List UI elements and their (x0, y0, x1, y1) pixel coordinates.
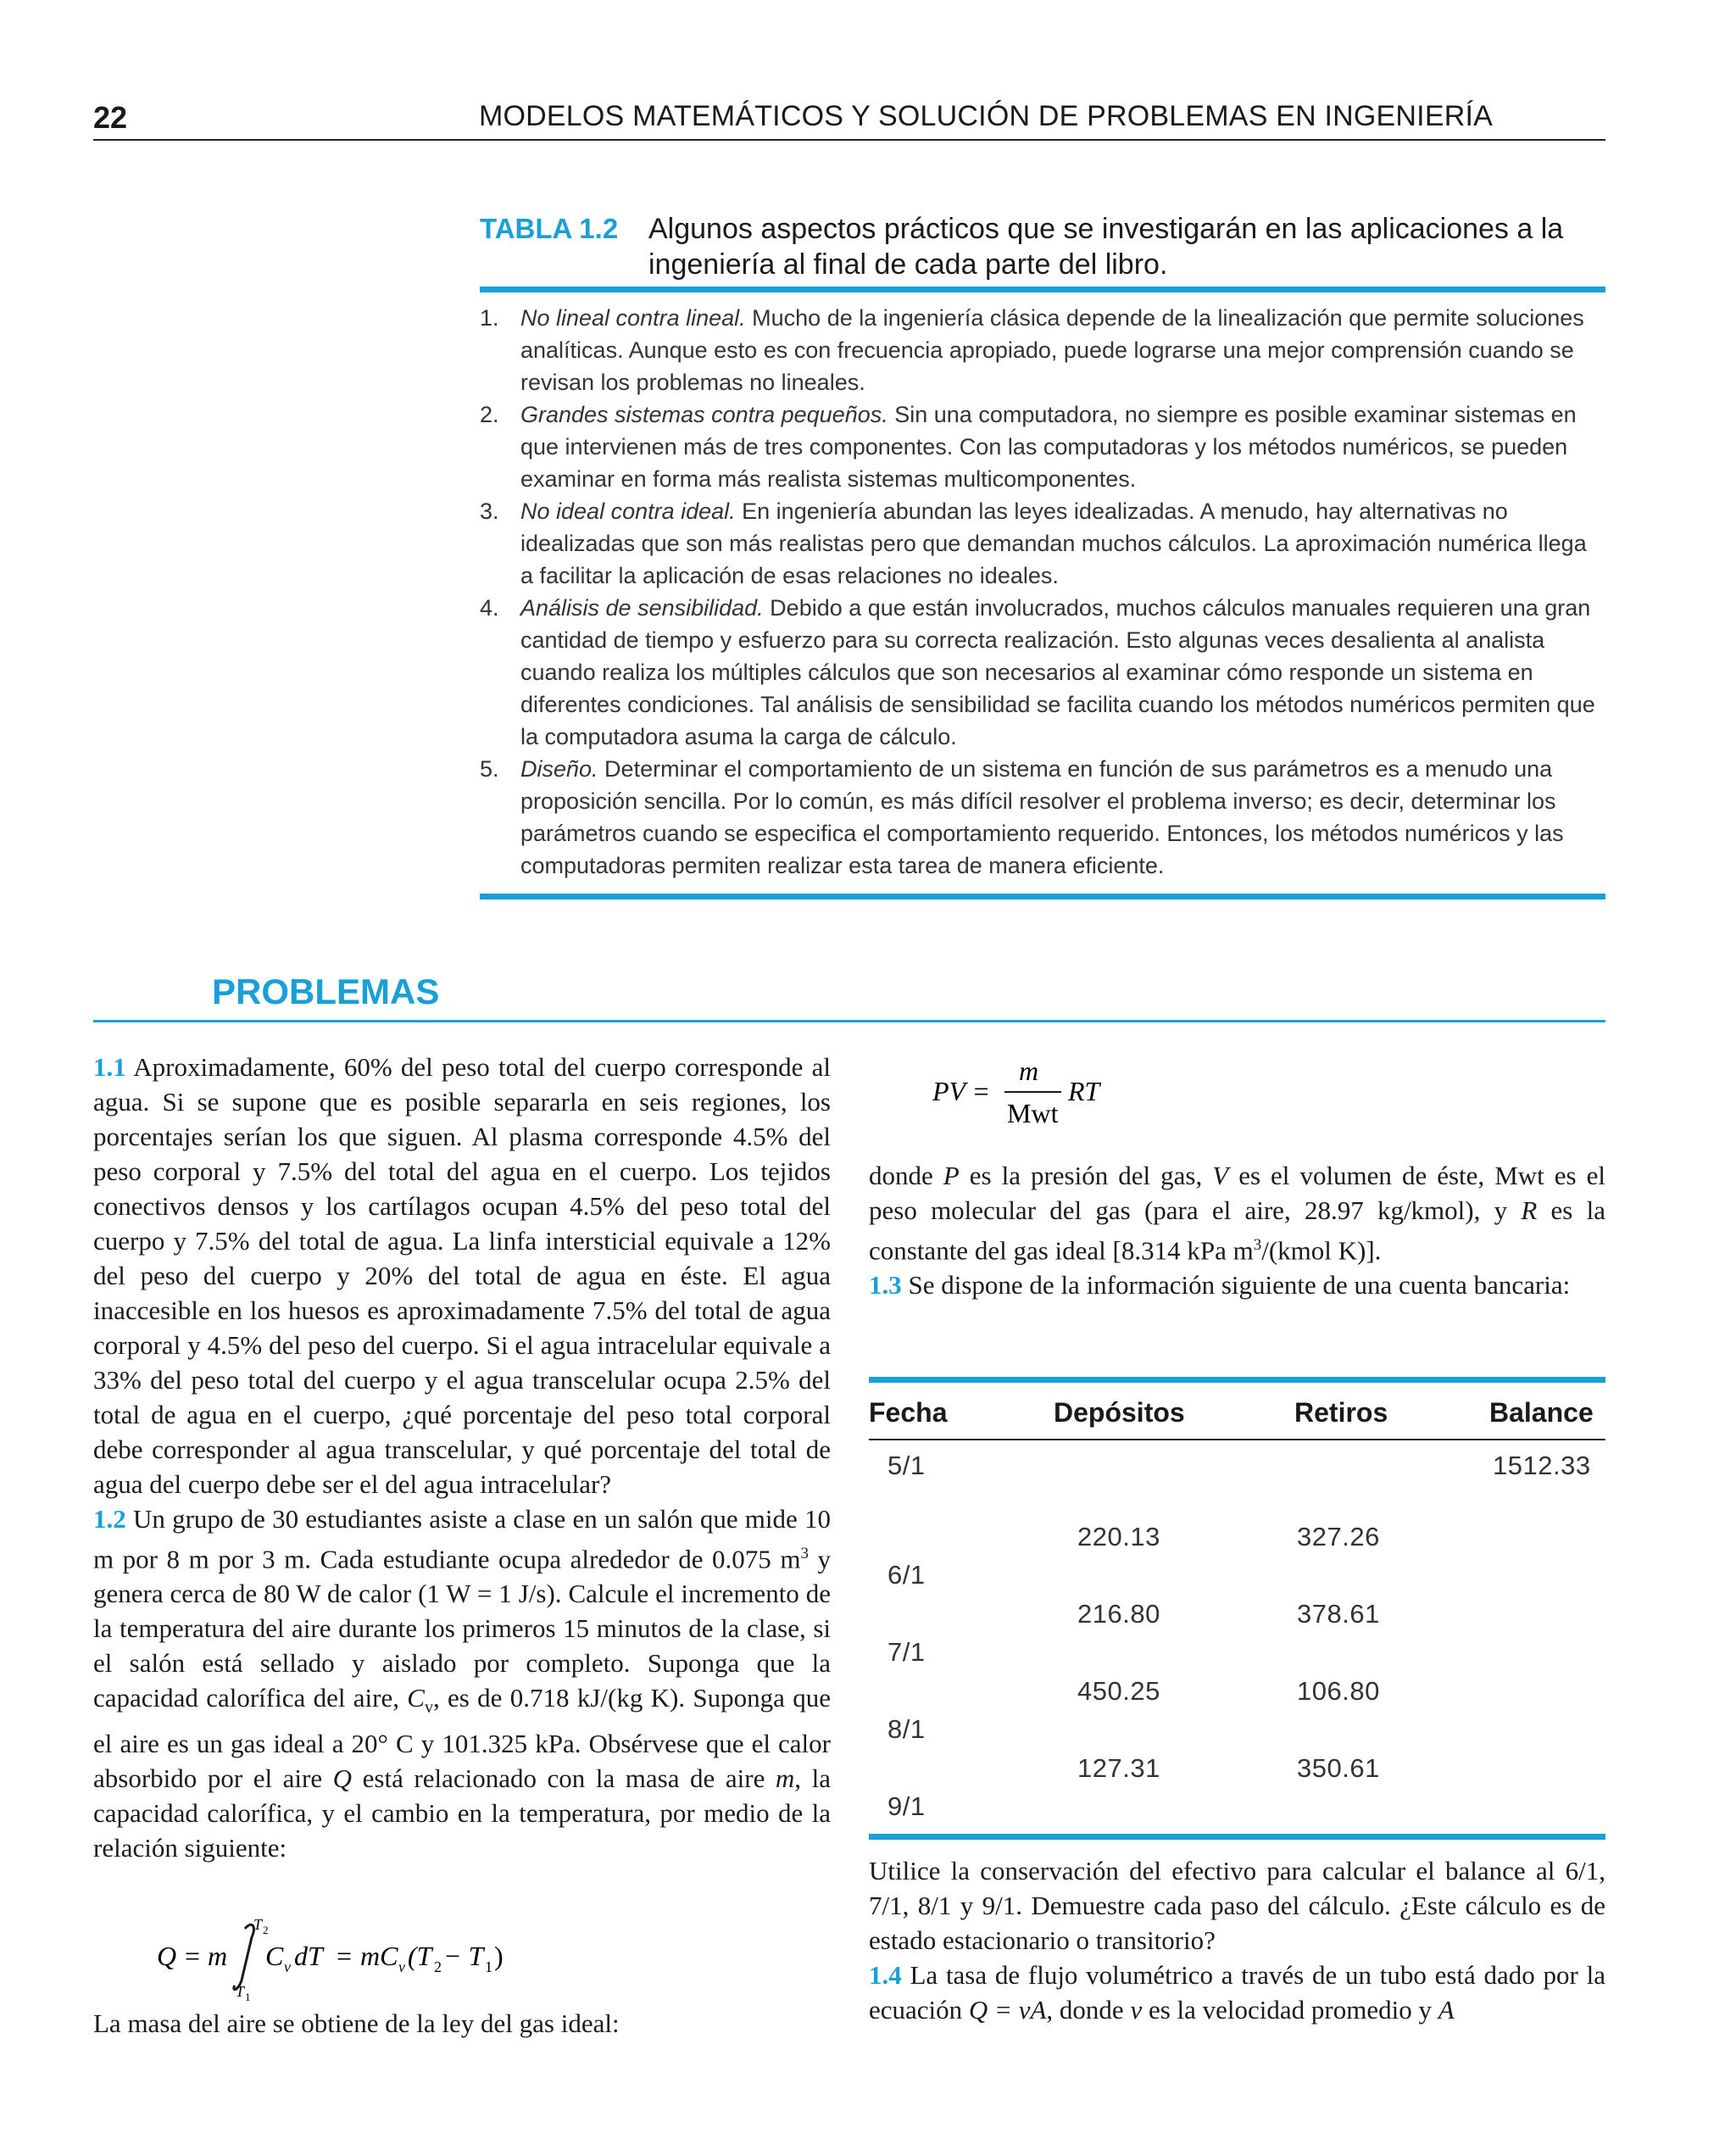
deposit-cell: 127.31 (1077, 1753, 1160, 1783)
eq-mC: mC (360, 1941, 398, 1971)
right-column-bottom (869, 1853, 1605, 2027)
eq-lower-sub: 1 (245, 1991, 251, 2001)
problem-text: y genera cerca de 80 W de calor (1 W = 1 J/s). Calcule el incremento de la temperatura del aire durante los primeros 15 minutos de la clase, si el salón está sellado y aislado por completo. Suponga que la capacidad calorífica del aire, (93, 1544, 832, 1713)
date-cell: 9/1 (887, 1791, 926, 1821)
left-column (93, 1050, 831, 1865)
list-number: 1. (480, 305, 499, 331)
symbol-p: P (943, 1161, 960, 1190)
eq-paren-T2: (T (408, 1941, 432, 1971)
col-header-depositos: Depósitos (1054, 1397, 1185, 1428)
problem-number: 1.2 (93, 1504, 126, 1534)
list-number: 2. (480, 402, 499, 427)
eq-mC-sub: v (398, 1958, 405, 1975)
symbol-c: C (407, 1683, 425, 1713)
balance-cell: 1512.33 (1493, 1451, 1591, 1480)
problem-1-3-instructions: Utilice la conservación del efectivo para calcular el balance al 6/1, 7/1, 8/1 y 9/1. Demuestre cada paso del cálculo. ¿Este cálculo es de estado estacionario o transitorio? (869, 1856, 1605, 1955)
symbol-m: m (775, 1763, 795, 1793)
section-heading: PROBLEMAS (212, 972, 440, 1011)
problem-text: , es de 0.718 kJ/(kg K). Suponga que el aire es un gas ideal a 20° C y 101.325 kPa. Obsérvese que el calor absorbido por el aire (93, 1683, 831, 1793)
list-number: 4. (480, 595, 499, 621)
date-cell: 6/1 (887, 1560, 926, 1590)
text: es la constante del gas ideal [8.314 kPa m (869, 1195, 1605, 1266)
eq-lhs: PV = (932, 1076, 991, 1106)
integral-sign (234, 1924, 254, 1989)
problem-text: Un grupo de 30 estudiantes asiste a clase en un salón que mide 10 m por 8 m por 3 m. Cada estudiante ocupa alrededor de 0.075 m (93, 1504, 831, 1574)
problem-text: Aproximadamente, 60% del peso total del cuerpo corresponde al agua. Si se supone que es posible separarla en seis regiones, los porcentajes serían los que siguen. Al plasma corresponde 4.5% del peso corporal y 7.5% del total del agua en el cuerpo. Los tejidos conectivos densos y los cartílagos ocupan 4.5% del peso total del cuerpo y 7.5% del total de agua. La linfa intersticial equivale a 12% del peso del cuerpo y 20% del total de agua en éste. El agua inaccesible en los huesos es aproximadamente 7.5% del total de agua corporal y 4.5% del peso del cuerpo. Si el agua intracelular equivale a 33% del peso total del cuerpo y el agua transcelular ocupa 2.5% del total de agua en el cuerpo, ¿qué porcentaje del peso total corporal debe corresponder al agua transcelular, y qué porcentaje del total de agua del cuerpo debe ser el del agua intracelular? (93, 1052, 831, 1499)
section-rule (93, 1020, 1605, 1022)
problem-number: 1.4 (869, 1960, 902, 1990)
text: donde (869, 1161, 943, 1190)
bank-table-header-rule (869, 1439, 1605, 1440)
eq-Q: Q (157, 1941, 177, 1971)
subscript: v (424, 1698, 433, 1718)
eq-dT: dT (294, 1941, 323, 1971)
list-text: Mucho de la ingeniería clásica depende de la linealización que permite soluciones analíticas. Aunque esto es con frecuencia apropiado, puede lograrse una mejor comprensión cuando se revisan los problemas no lineales. (520, 305, 1584, 395)
list-term: No lineal contra lineal. (520, 305, 746, 331)
table-label: TABLA 1.2 (480, 213, 619, 244)
table-top-rule (480, 287, 1605, 292)
header-rule (93, 139, 1605, 141)
list-item (480, 753, 1605, 882)
date-cell: 5/1 (887, 1451, 926, 1480)
right-column-top (869, 1158, 1605, 1302)
symbol-v: V (1212, 1161, 1229, 1190)
problem-1-4 (869, 1958, 1605, 2027)
list-term: Análisis de sensibilidad. (520, 595, 764, 621)
deposit-cell: 216.80 (1077, 1599, 1160, 1629)
eq-denominator: Mwt (1007, 1098, 1059, 1128)
flow-equation: Q = vA (968, 1995, 1047, 2025)
page-number: 22 (93, 100, 128, 135)
list-item (480, 592, 1605, 753)
list-term: No ideal contra ideal. (520, 499, 736, 524)
list-item (480, 398, 1605, 495)
list-text: En ingeniería abundan las leyes idealizadas. A menudo, hay alternativas no idealizadas que son más realistas pero que demandan muchos cálculos. La aproximación numérica llega a facilitar la aplicación de esas relaciones no ideales. (520, 499, 1587, 588)
eq-C: C (265, 1941, 284, 1971)
text: es la presión del gas, (959, 1161, 1213, 1190)
col-header-balance: Balance (1489, 1397, 1594, 1428)
withdrawal-cell: 106.80 (1297, 1676, 1380, 1706)
eq-equals-2: = (337, 1941, 353, 1971)
problem-text: , la capacidad calorífica, y el cambio en la temperatura, por medio de la relación siguiente: (93, 1763, 831, 1863)
eq-upper-limit: T (253, 1916, 263, 1933)
eq-lower-limit: T (236, 1983, 245, 2000)
running-title: MODELOS MATEMÁTICOS Y SOLUCIÓN DE PROBLEMAS EN INGENIERÍA (479, 100, 1493, 132)
eq-sub-1: 1 (485, 1958, 492, 1975)
withdrawal-cell: 327.26 (1297, 1522, 1380, 1551)
symbol-q: Q (332, 1763, 353, 1793)
eq-equals: = (185, 1941, 201, 1971)
text: /(kmol K)]. (1261, 1235, 1382, 1266)
heat-equation (157, 1908, 598, 2001)
list-item (480, 495, 1605, 592)
problem-number: 1.3 (869, 1270, 902, 1301)
list-term: Grandes sistemas contra pequeños. (520, 402, 888, 427)
symbol-v: v (1130, 1995, 1143, 2025)
date-cell: 7/1 (887, 1637, 926, 1667)
text: es el volumen de éste, Mwt es el peso molecular del gas (para el aire, 28.97 kg/kmol), y (869, 1161, 1605, 1225)
list-text: Debido a que están involucrados, muchos cálculos manuales requieren una gran cantidad de tiempo y esfuerzo para su correcta realización. Esto algunas veces desalienta al analista cuando realiza los múltiples cálculos que son necesarios al examinar cómo responde un sistema en diferentes condiciones. Tal análisis de sensibilidad se facilita cuando los métodos numéricos permiten que la computadora asuma la carga de cálculo. (520, 595, 1595, 749)
bank-table-top-rule (869, 1377, 1605, 1383)
eq-sub-2: 2 (434, 1958, 442, 1975)
list-text: Determinar el comportamiento de un sistema en función de sus parámetros es a menudo una proposición sencilla. Por lo común, es más difícil resolver el problema inverso; es decir, determinar los parámetros cuando se especifica el comportamiento requerido. Entonces, los métodos numéricos y las computadoras permiten realizar esta tarea de manera eficiente. (520, 756, 1564, 878)
symbol-a: A (1438, 1995, 1455, 2025)
table-list (480, 302, 1605, 882)
problem-number: 1.1 (93, 1052, 126, 1082)
list-number: 5. (480, 756, 499, 782)
deposit-cell: 220.13 (1077, 1522, 1160, 1551)
eq-close-paren: ) (494, 1941, 504, 1971)
eq-m: m (208, 1941, 228, 1971)
problem-text: Se dispone de la información siguiente de una cuenta bancaria: (901, 1270, 1571, 1301)
symbol-r: R (1521, 1195, 1538, 1225)
withdrawal-cell: 350.61 (1297, 1753, 1380, 1783)
superscript: 3 (800, 1545, 809, 1562)
eq-upper-sub: 2 (263, 1924, 269, 1936)
eq-numerator: m (1019, 1056, 1039, 1086)
deposit-cell: 450.25 (1077, 1676, 1160, 1706)
superscript: 3 (1253, 1236, 1262, 1254)
ideal-gas-definition (869, 1158, 1605, 1267)
eq-rhs: RT (1068, 1076, 1100, 1106)
eq-C-sub: v (284, 1958, 291, 1975)
list-text: Sin una computadora, no siempre es posible examinar sistemas en que intervienen más de tres componentes. Con las computadoras y los métodos numéricos, se pueden examinar en forma más realista sistemas multicomponentes. (520, 402, 1577, 492)
problem-text: es la velocidad promedio y (1142, 1995, 1438, 2025)
ideal-gas-intro: La masa del aire se obtiene de la ley del gas ideal: (93, 2008, 620, 2038)
problem-1-2 (93, 1501, 831, 1865)
list-number: 3. (480, 499, 499, 524)
bank-table-bottom-rule (869, 1834, 1605, 1840)
table-bottom-rule (480, 894, 1605, 900)
list-item (480, 302, 1605, 398)
col-header-retiros: Retiros (1294, 1397, 1388, 1428)
problem-text: , donde (1046, 1995, 1131, 2025)
date-cell: 8/1 (887, 1714, 926, 1744)
withdrawal-cell: 378.61 (1297, 1599, 1380, 1629)
problem-1-3 (869, 1267, 1605, 1302)
problem-text: está relacionado con la masa de aire (352, 1763, 776, 1793)
list-term: Diseño. (520, 756, 598, 782)
ideal-gas-equation (932, 1050, 1136, 1143)
col-header-fecha: Fecha (869, 1397, 948, 1428)
table-caption: Algunos aspectos prácticos que se investigarán en las aplicaciones a la ingeniería al final de cada parte del libro. (648, 213, 1564, 281)
problem-1-1 (93, 1050, 831, 1501)
problem-text: La tasa de flujo volumétrico a través de un tubo está dado por la ecuación (869, 1960, 1605, 2025)
eq-minus-T1: − T (443, 1941, 484, 1971)
